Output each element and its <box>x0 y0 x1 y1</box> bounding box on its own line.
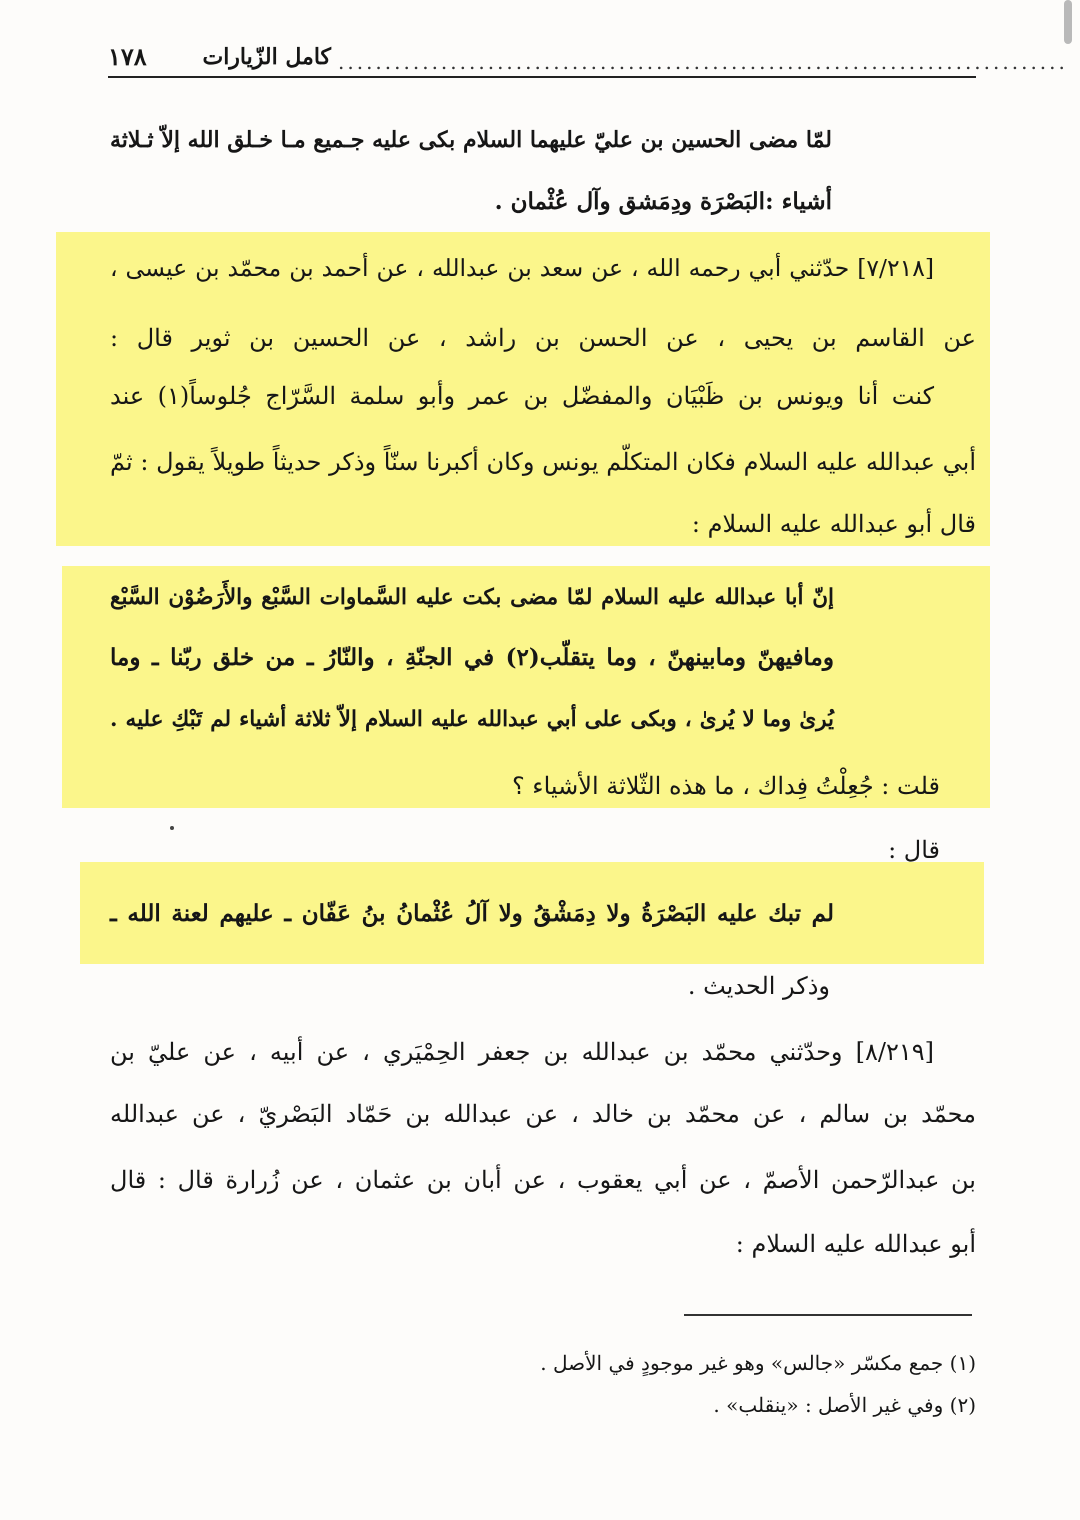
paragraph-line: [٧/٢١٨] حدّثني أبي رحمه الله ، عن سعد بن عبدالله ، عن أحمد بن محمّد بن عيسى ، <box>110 254 934 282</box>
paragraph-line: [٨/٢١٩] وحدّثني محمّد بن عبدالله بن جعفر الحِمْيَري ، عن أبيه ، عن عليّ بن <box>110 1038 934 1066</box>
paragraph-line: قال : <box>888 836 940 864</box>
paragraph-line: أبو عبدالله عليه السلام : <box>735 1230 976 1258</box>
paragraph-line: عن القاسم بن يحيى ، عن الحسن بن راشد ، عن الحسين بن ثوير قال : <box>110 324 977 352</box>
page-header <box>108 40 1068 80</box>
paragraph-line: يُرىٰ وما لا يُرىٰ ، وبكى على أبي عبدالله عليه السلام إلاّ ثلاثة أشياء لم تَبْكِ عليه . <box>110 707 834 732</box>
paragraph-line: محمّد بن سالم ، عن محمّد بن خالد ، عن عبدالله بن حَمّاد البَصْريّ ، عن عبدالله <box>110 1100 976 1128</box>
paragraph-line: ومافيهنّ ومابينهنّ ، وما يتقلّب(٢) في الجنّةِ ، والنّارُ ـ من خلق ربّنا ـ وما <box>110 644 834 671</box>
paragraph-line: لمّا مضى الحسين بن عليّ عليهما السلام بكى عليه جـميع مـا خـلق الله إلاّ ثـلاثة <box>110 127 832 153</box>
footnote: (١) جمع مكسّر «جالس» وهو غير موجودٍ في الأصل . <box>540 1351 976 1375</box>
paragraph-line: كنت أنا ويونس بن ظَبْيَان والمفضّل بن عمر وأبو سلمة السَّرّاج جُلوساً(١) عند <box>110 382 934 410</box>
footnote: (٢) وفي غير الأصل : «ينقلب» . <box>713 1393 976 1417</box>
paragraph-line: قلت : جُعِلْتُ فِداك ، ما هذه الثّلاثة الأشياء ؟ <box>511 772 940 800</box>
paragraph-line: بن عبدالرّحمن الأصمّ ، عن أبي يعقوب ، عن أبان بن عثمان ، عن زُرارة قال : قال <box>110 1166 976 1194</box>
stray-dot <box>170 826 174 830</box>
page-number: ١٧٨ <box>108 42 147 71</box>
header-rule <box>108 76 976 78</box>
paragraph-line: أبي عبدالله عليه السلام فكان المتكلّم يونس وكان أكبرنا سنّاً وذكر حديثاً طويلاً يقول : ثمّ <box>110 448 976 476</box>
paragraph-line: لم تبك عليه البَصْرَةُ ولا دِمَشْقُ ولا آلُ عُثْمانُ بنُ عَفّان ـ عليهم لعنة الله ـ <box>110 900 834 927</box>
paragraph-line: إنّ أبا عبدالله عليه السلام لمّا مضى بكت عليه السَّماوات السَّبْع والأَرَضُوْن السَّبْع <box>110 585 834 610</box>
paragraph-line: وذكر الحديث . <box>687 972 830 1000</box>
scrollbar-thumb[interactable] <box>1064 0 1072 44</box>
book-title: كامل الزّيارات <box>202 44 331 70</box>
header-leader-dots: .............................................................................. <box>338 50 1068 74</box>
footnote-rule <box>684 1314 972 1316</box>
paragraph-line: قال أبو عبدالله عليه السلام : <box>691 510 976 538</box>
paragraph-line: أشياء :البَصْرَة ودِمَشق وآل عُثْمان . <box>494 188 832 215</box>
